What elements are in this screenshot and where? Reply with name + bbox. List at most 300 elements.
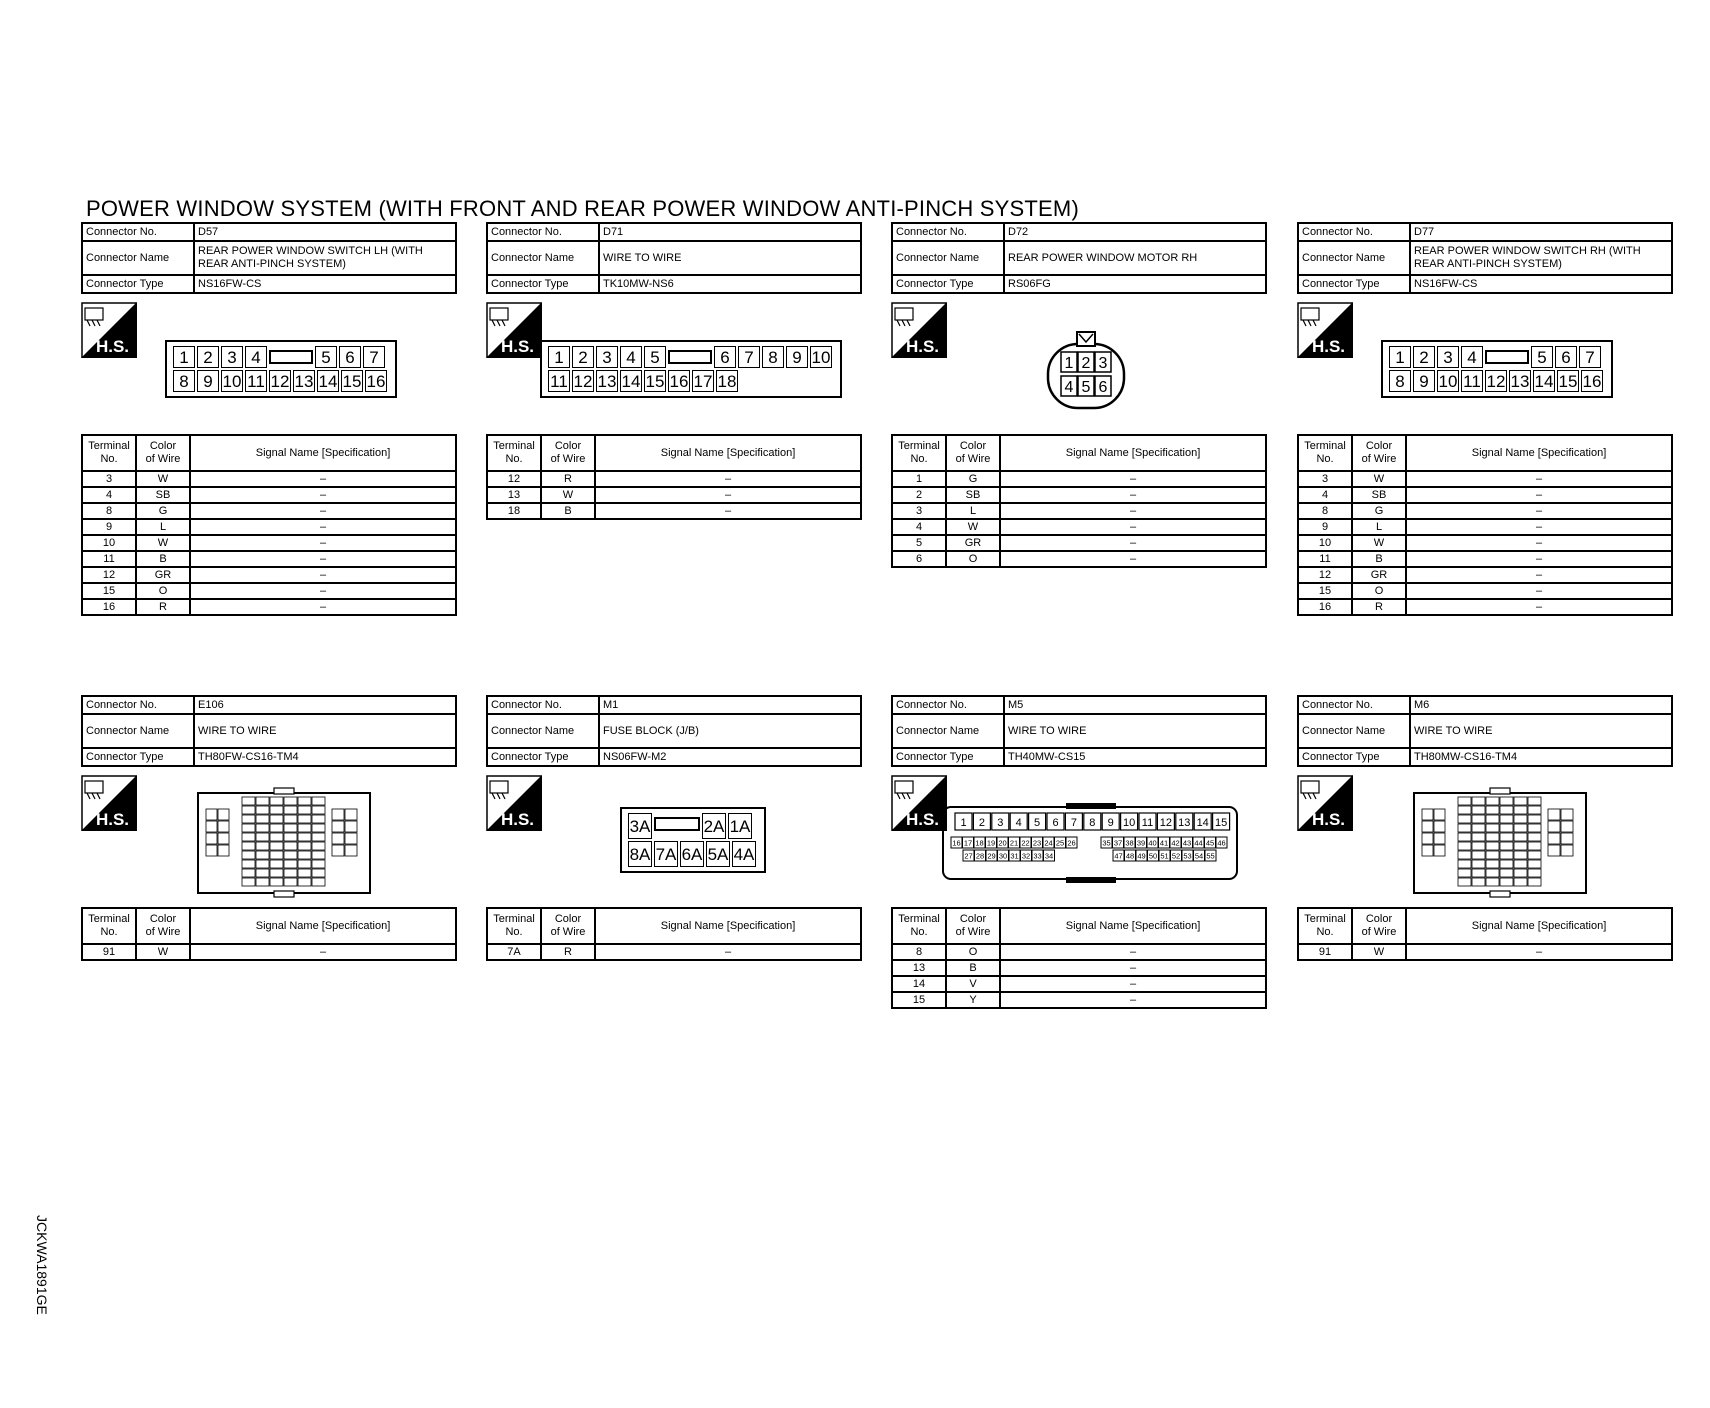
table-row [1298, 551, 1672, 567]
connector-pin: 15 [645, 371, 665, 391]
wire-color: O [946, 551, 1000, 567]
connector-no-label: Connector No. [487, 696, 599, 714]
connector-pin: 49 [1137, 851, 1146, 861]
connector-pin: 4 [245, 346, 267, 368]
terminal-no: 9 [1298, 519, 1352, 535]
hs-badge-graphic [81, 775, 137, 831]
table-row [82, 535, 456, 551]
connector-pin: 1 [173, 346, 195, 368]
connector-pin: 10 [1122, 817, 1136, 829]
terminal-table [486, 907, 862, 961]
connector-figure [1297, 294, 1673, 434]
terminal-no-header: Terminal No. [1298, 435, 1352, 471]
connector-no-label: Connector No. [487, 223, 599, 241]
connector-pin: 19 [986, 838, 996, 848]
connector-pin: 21 [1009, 838, 1019, 848]
connector-pin: 12 [270, 371, 290, 391]
connector-pin: 20 [998, 838, 1007, 848]
connector-pin: 47 [1114, 851, 1123, 861]
wire-color: B [136, 551, 190, 567]
signal-name: – [1406, 567, 1672, 583]
hs-icon [486, 302, 542, 363]
connector-type: TH80FW-CS16-TM4 [194, 748, 456, 766]
hs-label: H.S. [1311, 337, 1345, 356]
terminal-no-header: Terminal No. [487, 908, 541, 944]
connector-figure [81, 767, 457, 907]
connector-pin: 18 [717, 371, 737, 391]
connector-figure [486, 294, 862, 434]
table-row [892, 960, 1266, 976]
connector-pin: 8 [1089, 817, 1096, 829]
terminal-no: 3 [892, 503, 946, 519]
connector-pin: 24 [1044, 838, 1053, 848]
wire-color: SB [136, 487, 190, 503]
signal-name: – [1000, 487, 1266, 503]
connector-pin: 15 [1214, 817, 1228, 829]
connector-pin: 2 [1413, 346, 1435, 368]
color-of-wire-header: Color of Wire [946, 908, 1000, 944]
connector-no: D71 [599, 223, 861, 241]
connector-pin: 10 [1438, 371, 1458, 391]
connector-name: FUSE BLOCK (J/B) [599, 714, 861, 748]
signal-name-header: Signal Name [Specification] [595, 908, 861, 944]
terminal-no: 11 [82, 551, 136, 567]
terminal-no: 13 [892, 960, 946, 976]
wire-color: O [136, 583, 190, 599]
wire-color: SB [1352, 487, 1406, 503]
table-row [892, 992, 1266, 1008]
connector-pin: 5 [1081, 379, 1091, 396]
terminal-no: 15 [82, 583, 136, 599]
connector-pin: 16 [669, 371, 689, 391]
connector-no: E106 [194, 696, 456, 714]
connector-pin: 33 [1033, 851, 1042, 861]
connector-pin: 8 [173, 370, 195, 392]
signal-name: – [1406, 471, 1672, 487]
terminal-no: 3 [82, 471, 136, 487]
connector-pin: 50 [1148, 851, 1158, 861]
connector-pin: 4 [620, 346, 642, 368]
connector-pin: 6 [1052, 817, 1059, 829]
signal-name: – [1000, 976, 1266, 992]
terminal-no: 2 [892, 487, 946, 503]
wire-color: W [1352, 944, 1406, 960]
table-row [487, 944, 861, 960]
table-row [892, 976, 1266, 992]
table-row [1298, 519, 1672, 535]
connector-pin: 1 [1064, 355, 1074, 372]
connector-m6 [1297, 695, 1673, 961]
wire-color: R [541, 471, 595, 487]
connector-header [486, 695, 862, 767]
terminal-table [81, 434, 457, 616]
connector-name: WIRE TO WIRE [599, 241, 861, 275]
signal-name-header: Signal Name [Specification] [190, 435, 456, 471]
connector-pin: 17 [693, 371, 713, 391]
connector-pin: 11 [548, 370, 570, 392]
terminal-no: 13 [487, 487, 541, 503]
terminal-no: 91 [1298, 944, 1352, 960]
table-row [1298, 471, 1672, 487]
connector-pin: 15 [1558, 371, 1578, 391]
table-row [82, 944, 456, 960]
terminal-no: 16 [1298, 599, 1352, 615]
terminal-no: 91 [82, 944, 136, 960]
signal-name-header: Signal Name [Specification] [1406, 908, 1672, 944]
connector-no-label: Connector No. [82, 696, 194, 714]
hs-label: H.S. [500, 810, 534, 829]
connector-d71 [486, 222, 862, 520]
connector-d72 [891, 222, 1267, 568]
connector-type: NS16FW-CS [194, 275, 456, 293]
hs-label: H.S. [1311, 810, 1345, 829]
connector-pin: 23 [1032, 838, 1042, 848]
terminal-no: 9 [82, 519, 136, 535]
table-row [892, 471, 1266, 487]
terminal-no: 18 [487, 503, 541, 519]
document-code: JCKWA1891GE [34, 1215, 50, 1315]
wire-color: W [136, 944, 190, 960]
connector-m1 [486, 695, 862, 961]
connector-no-label: Connector No. [1298, 696, 1410, 714]
connector-no: D57 [194, 223, 456, 241]
signal-name: – [1000, 471, 1266, 487]
color-of-wire-header: Color of Wire [136, 435, 190, 471]
table-row [892, 551, 1266, 567]
connector-type: TH80MW-CS16-TM4 [1410, 748, 1672, 766]
wire-color: W [946, 519, 1000, 535]
hs-icon [891, 302, 947, 363]
signal-name: – [190, 599, 456, 615]
connector-pin: 4 [1064, 379, 1074, 396]
wire-color: Y [946, 992, 1000, 1008]
wire-color: GR [1352, 567, 1406, 583]
connector-pin: 13 [1178, 817, 1191, 829]
connector-pin: 6 [1555, 346, 1577, 368]
connector-pin: 8A [628, 841, 652, 867]
connector-pin: 1A [728, 813, 752, 839]
terminal-no: 11 [1298, 551, 1352, 567]
terminal-no: 1 [892, 471, 946, 487]
connector-pin: 15 [342, 371, 362, 391]
connector-pin: 7A [654, 841, 678, 867]
signal-name: – [1406, 583, 1672, 599]
wire-color: B [946, 960, 1000, 976]
connector-pin: 2 [978, 817, 985, 829]
connector-e106 [81, 695, 457, 961]
connector-pin: 6 [339, 346, 361, 368]
connector-no: M5 [1004, 696, 1266, 714]
signal-name-header: Signal Name [Specification] [595, 435, 861, 471]
connector-pin: 39 [1136, 838, 1146, 848]
connector-pin: 1 [960, 817, 967, 829]
signal-name: – [190, 471, 456, 487]
signal-name: – [1000, 519, 1266, 535]
connector-face-outline [1046, 330, 1126, 412]
terminal-no: 4 [1298, 487, 1352, 503]
connector-figure [1297, 767, 1673, 907]
connector-name: REAR POWER WINDOW SWITCH LH (WITH REAR ANTI-PINCH SYSTEM) [194, 241, 456, 275]
connector-pin: 9 [197, 370, 219, 392]
page-title: POWER WINDOW SYSTEM (WITH FRONT AND REAR POWER WINDOW ANTI-PINCH SYSTEM) [86, 196, 1079, 221]
table-row [82, 599, 456, 615]
connector-pin: 5A [706, 841, 730, 867]
connector-figure [81, 294, 457, 434]
connector-face-outline [941, 797, 1241, 887]
table-row [82, 503, 456, 519]
connector-pin: 8 [762, 346, 784, 368]
hs-icon [486, 775, 542, 836]
connector-pin: 35 [1102, 838, 1111, 848]
connector-pin: 6A [680, 841, 704, 867]
connector-no-label: Connector No. [892, 696, 1004, 714]
terminal-no: 14 [892, 976, 946, 992]
wire-color: G [946, 471, 1000, 487]
connector-pin: 2 [1081, 355, 1091, 372]
color-of-wire-header: Color of Wire [946, 435, 1000, 471]
table-row [892, 519, 1266, 535]
signal-name-header: Signal Name [Specification] [190, 908, 456, 944]
connector-key [1485, 350, 1529, 364]
signal-name: – [1406, 503, 1672, 519]
connector-pin: 2 [197, 346, 219, 368]
connector-name: WIRE TO WIRE [1004, 714, 1266, 748]
connector-pin: 7 [1579, 346, 1601, 368]
hs-icon [81, 775, 137, 836]
hs-icon [1297, 775, 1353, 836]
connector-key [654, 817, 700, 831]
connector-pin: 3 [596, 346, 618, 368]
connector-pin: 1 [1389, 346, 1411, 368]
hs-label: H.S. [95, 337, 129, 356]
wire-color: R [1352, 599, 1406, 615]
connector-name: REAR POWER WINDOW MOTOR RH [1004, 241, 1266, 275]
terminal-no: 8 [82, 503, 136, 519]
terminal-table [81, 907, 457, 961]
table-row [82, 471, 456, 487]
terminal-no: 10 [1298, 535, 1352, 551]
connector-pin: 5 [1531, 346, 1553, 368]
connector-face [620, 807, 766, 873]
connector-figure [891, 294, 1267, 434]
connector-header [891, 695, 1267, 767]
signal-name: – [1000, 503, 1266, 519]
wire-color: W [541, 487, 595, 503]
connector-pin: 11 [245, 370, 267, 392]
connector-pin: 30 [998, 851, 1008, 861]
connector-pin: 5 [1034, 817, 1041, 829]
connector-pin: 48 [1125, 851, 1135, 861]
terminal-no: 8 [892, 944, 946, 960]
signal-name: – [190, 551, 456, 567]
connector-pin: 18 [975, 838, 984, 848]
connector-name: REAR POWER WINDOW SWITCH RH (WITH REAR ANTI-PINCH SYSTEM) [1410, 241, 1672, 275]
connector-pin: 4 [1461, 346, 1483, 368]
connector-key [668, 350, 712, 364]
terminal-no-header: Terminal No. [82, 908, 136, 944]
connector-pin: 13 [294, 371, 314, 391]
table-row [82, 551, 456, 567]
wire-color: SB [946, 487, 1000, 503]
color-of-wire-header: Color of Wire [1352, 435, 1406, 471]
connector-type-label: Connector Type [487, 275, 599, 293]
connector-header [1297, 222, 1673, 294]
connector-pin: 12 [573, 371, 593, 391]
connector-pin: 46 [1217, 838, 1226, 848]
connector-pin: 53 [1183, 851, 1192, 861]
wire-color: G [1352, 503, 1406, 519]
hs-label: H.S. [905, 337, 939, 356]
connector-pin: 9 [1413, 370, 1435, 392]
wire-color: O [1352, 583, 1406, 599]
table-row [1298, 599, 1672, 615]
wire-color: W [1352, 535, 1406, 551]
connector-pin: 8 [1389, 370, 1411, 392]
connector-pin: 17 [963, 838, 973, 848]
signal-name-header: Signal Name [Specification] [1000, 908, 1266, 944]
connector-pin: 3 [1437, 346, 1459, 368]
connector-type-label: Connector Type [487, 748, 599, 766]
connector-name-label: Connector Name [487, 241, 599, 275]
table-row [82, 487, 456, 503]
connector-figure [486, 767, 862, 907]
terminal-table [891, 434, 1267, 568]
connector-pin: 13 [597, 371, 617, 391]
wire-color: W [136, 471, 190, 487]
table-row [1298, 567, 1672, 583]
table-row [82, 583, 456, 599]
terminal-no-header: Terminal No. [892, 908, 946, 944]
connector-type: TH40MW-CS15 [1004, 748, 1266, 766]
connector-pin: 3 [997, 817, 1004, 829]
wire-color: O [946, 944, 1000, 960]
table-row [1298, 503, 1672, 519]
wire-color: R [136, 599, 190, 615]
terminal-no-header: Terminal No. [82, 435, 136, 471]
connector-type-label: Connector Type [1298, 275, 1410, 293]
connector-pin-grid [1422, 797, 1573, 886]
wire-color: W [136, 535, 190, 551]
connector-pin: 4 [1015, 817, 1022, 829]
terminal-no: 4 [82, 487, 136, 503]
connector-type: NS16FW-CS [1410, 275, 1672, 293]
table-row [1298, 944, 1672, 960]
wire-color: W [1352, 471, 1406, 487]
hs-badge-graphic [1297, 775, 1353, 831]
connector-pin: 3 [1098, 355, 1108, 372]
table-row [487, 471, 861, 487]
hs-label: H.S. [95, 810, 129, 829]
terminal-table [891, 907, 1267, 1009]
connector-name-label: Connector Name [1298, 241, 1410, 275]
connector-pin-grid [206, 797, 357, 886]
connector-pin: 28 [975, 851, 985, 861]
wire-color: L [946, 503, 1000, 519]
connector-d57 [81, 222, 457, 616]
signal-name: – [1000, 551, 1266, 567]
color-of-wire-header: Color of Wire [541, 435, 595, 471]
connector-face [165, 340, 397, 398]
signal-name: – [1000, 992, 1266, 1008]
wire-color: L [136, 519, 190, 535]
terminal-no-header: Terminal No. [892, 435, 946, 471]
hs-label: H.S. [905, 810, 939, 829]
signal-name: – [190, 583, 456, 599]
signal-name: – [190, 944, 456, 960]
color-of-wire-header: Color of Wire [1352, 908, 1406, 944]
connector-pin: 13 [1510, 371, 1530, 391]
connector-pin: 6 [1098, 379, 1108, 396]
signal-name: – [1406, 551, 1672, 567]
signal-name: – [1406, 599, 1672, 615]
connector-pin: 41 [1159, 838, 1169, 848]
signal-name: – [1406, 535, 1672, 551]
connector-pin: 54 [1194, 851, 1204, 861]
hs-badge-graphic [486, 775, 542, 831]
connector-m5 [891, 695, 1267, 1009]
connector-pin: 12 [1159, 817, 1173, 829]
connector-pin: 31 [1010, 851, 1019, 861]
table-row [487, 503, 861, 519]
connector-pin: 11 [1461, 370, 1483, 392]
table-row [1298, 535, 1672, 551]
table-row [1298, 487, 1672, 503]
wire-color: GR [136, 567, 190, 583]
connector-pin: 14 [1534, 371, 1554, 391]
connector-pin: 5 [644, 346, 666, 368]
terminal-no: 4 [892, 519, 946, 535]
connector-type-label: Connector Type [892, 275, 1004, 293]
table-row [892, 535, 1266, 551]
connector-pin: 22 [1021, 838, 1030, 848]
connector-key [269, 350, 313, 364]
connector-pin: 34 [1044, 851, 1054, 861]
hs-badge-graphic [891, 775, 947, 831]
connector-pin: 42 [1171, 838, 1180, 848]
hs-badge-graphic [81, 302, 137, 358]
terminal-no: 12 [487, 471, 541, 487]
connector-type-label: Connector Type [82, 275, 194, 293]
connector-type-label: Connector Type [892, 748, 1004, 766]
connector-face [196, 787, 372, 904]
hs-icon [1297, 302, 1353, 363]
table-row [82, 519, 456, 535]
connector-pin: 12 [1486, 371, 1506, 391]
connector-face [941, 797, 1241, 892]
terminal-table [1297, 907, 1673, 961]
connector-pin: 27 [964, 851, 973, 861]
connector-pin: 3A [628, 813, 652, 839]
table-row [892, 487, 1266, 503]
connector-figure [891, 767, 1267, 907]
wire-color: G [136, 503, 190, 519]
connector-pin: 14 [1196, 817, 1209, 829]
terminal-no: 10 [82, 535, 136, 551]
connector-face-outline [196, 787, 372, 899]
terminal-no: 7A [487, 944, 541, 960]
signal-name: – [1406, 487, 1672, 503]
wire-color: V [946, 976, 1000, 992]
signal-name: – [1406, 519, 1672, 535]
signal-name: – [1000, 535, 1266, 551]
signal-name: – [595, 503, 861, 519]
connector-no: M1 [599, 696, 861, 714]
connector-face [540, 340, 842, 398]
connector-pin: 51 [1160, 851, 1169, 861]
connector-type-label: Connector Type [1298, 748, 1410, 766]
connector-no-label: Connector No. [82, 223, 194, 241]
connector-pin: 45 [1205, 838, 1215, 848]
